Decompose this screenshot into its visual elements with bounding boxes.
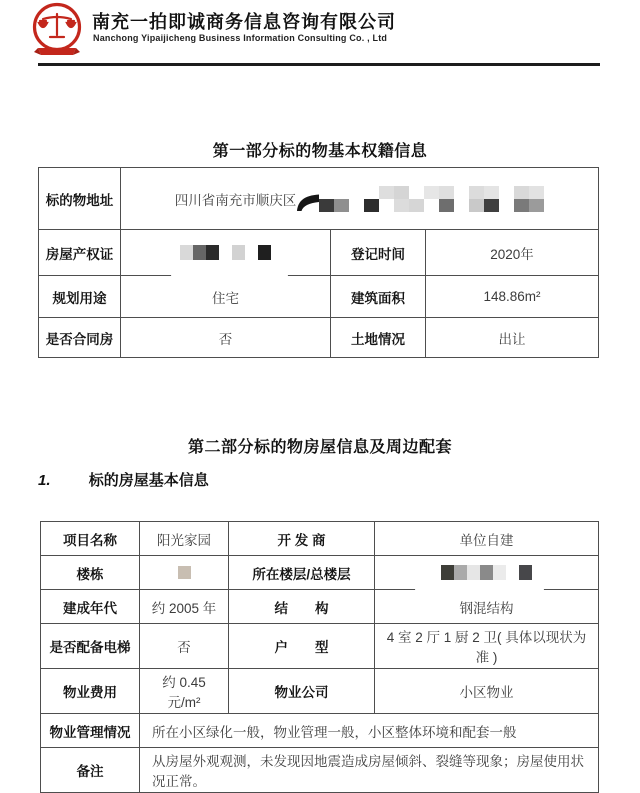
land-status-value: 出让 <box>426 318 599 358</box>
subsection-title: 标的房屋基本信息 <box>88 472 209 489</box>
table-row <box>39 276 599 318</box>
project-name-value: 阳光家园 <box>140 522 229 556</box>
building-number-value-cell <box>140 556 229 590</box>
company-name-english: Nanchong Yipaijicheng Business Information Consulting Co. , Ltd <box>93 33 388 43</box>
developer-value: 单位自建 <box>375 522 599 556</box>
property-rights-table <box>38 167 599 358</box>
house-info-table <box>40 521 599 793</box>
address-label: 标的物地址 <box>39 168 121 230</box>
contract-house-value: 否 <box>121 318 331 358</box>
building-redaction-block <box>178 566 191 579</box>
year-built-label: 建成年代 <box>41 590 140 624</box>
building-area-label: 建筑面积 <box>331 276 426 318</box>
unit-type-label: 户 型 <box>229 624 375 669</box>
table-row <box>41 590 599 624</box>
table-row <box>39 318 599 358</box>
table-row <box>39 230 599 276</box>
redaction-border-cover <box>171 273 288 279</box>
building-area-value: 148.86m² <box>426 276 599 318</box>
planned-use-value: 住宅 <box>121 276 331 318</box>
table-row <box>41 714 599 748</box>
elevator-value: 否 <box>140 624 229 669</box>
floor-redaction-mosaic <box>441 565 532 580</box>
section-2-title: 第二部分标的物房屋信息及周边配套 <box>187 439 452 456</box>
year-built-value: 约 2005 年 <box>140 590 229 624</box>
management-label: 物业管理情况 <box>41 714 140 748</box>
project-name-label: 项目名称 <box>41 522 140 556</box>
unit-type-value: 4 室 2 厅 1 厨 2 卫( 具体以现状为准 ) <box>375 624 599 669</box>
table-row <box>41 624 599 669</box>
planned-use-label: 规划用途 <box>39 276 121 318</box>
cert-value-cell <box>121 230 331 276</box>
address-value-cell <box>121 168 599 230</box>
document-header <box>0 0 640 64</box>
registration-date-value: 2020年 <box>426 230 599 276</box>
land-status-label: 土地情况 <box>331 318 426 358</box>
cert-redaction-mosaic <box>180 245 271 260</box>
property-company-label: 物业公司 <box>229 669 375 714</box>
elevator-label: 是否配备电梯 <box>41 624 140 669</box>
company-name: 南充一拍即诚商务信息咨询有限公司 <box>92 12 396 32</box>
floor-label: 所在楼层/总楼层 <box>229 556 375 590</box>
building-number-label: 楼栋 <box>41 556 140 590</box>
table-row <box>41 669 599 714</box>
table-row <box>41 748 599 793</box>
address-value: 四川省南充市顺庆区 <box>174 192 297 208</box>
cert-label: 房屋产权证 <box>39 230 121 276</box>
property-fee-label: 物业费用 <box>41 669 140 714</box>
subsection-number: 1. <box>38 472 51 489</box>
redaction-swoosh <box>296 192 319 211</box>
structure-label: 结 构 <box>229 590 375 624</box>
redaction-border-cover <box>415 587 544 593</box>
management-value: 所在小区绿化一般，物业管理一般，小区整体环境和配套一般 <box>140 714 599 748</box>
table-row <box>41 556 599 590</box>
section-1-title: 第一部分标的物基本权籍信息 <box>212 143 428 160</box>
court-scales-logo-icon <box>29 2 85 60</box>
contract-house-label: 是否合同房 <box>39 318 121 358</box>
developer-label: 开 发 商 <box>229 522 375 556</box>
floor-value-cell <box>375 556 599 590</box>
remarks-value: 从房屋外观观测，未发现因地震造成房屋倾斜、裂缝等现象；房屋使用状况正常。 <box>140 748 599 793</box>
subsection-heading <box>38 469 640 490</box>
structure-value: 钢混结构 <box>375 590 599 624</box>
property-company-value: 小区物业 <box>375 669 599 714</box>
property-fee-value: 约 0.45 元/m² <box>140 669 229 714</box>
table-row <box>39 168 599 230</box>
table-row <box>41 522 599 556</box>
remarks-label: 备注 <box>41 748 140 793</box>
address-redaction-mosaic <box>319 186 544 212</box>
header-divider <box>38 63 600 66</box>
registration-date-label: 登记时间 <box>331 230 426 276</box>
